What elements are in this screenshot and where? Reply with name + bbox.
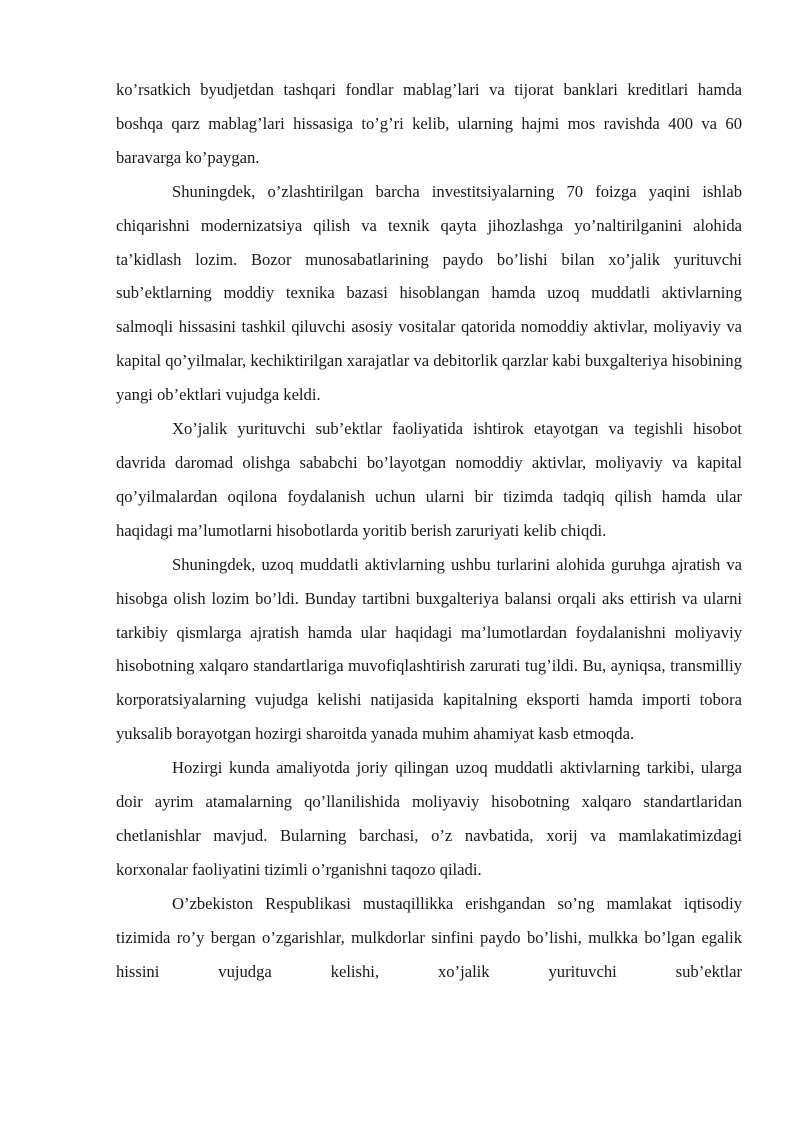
paragraph-2: Shuningdek, o’zlashtirilgan barcha investitsiyalarning 70 foizga yaqini ishlab chiqarishni modernizatsiya qilish va texnik qayta jihozlashga yo’naltirilganini alohida ta’kidlash lozim. Bozor munosabatlarining paydo bo’lishi bilan xo’jalik yurituvchi sub’ektlarning moddiy texnika bazasi hisoblangan hamda uzoq muddatli aktivlarning salmoqli hissasini tashkil qiluvchi asosiy vositalar qatorida nomoddiy aktivlar, moliyaviy va kapital qo’yilmalar, kechiktirilgan xarajatlar va debitorlik qarzlar kabi buxgalteriya hisobining yangi ob’ektlari vujudga keldi.: [116, 181, 742, 405]
paragraph-1: ko’rsatkich byudjetdan tashqari fondlar mablag’lari va tijorat banklari kreditlari hamda boshqa qarz mablag’lari hissasiga to’g’ri kelib, ularning hajmi mos ravishda 400 va 60 baravarga ko’paygan.: [116, 80, 742, 167]
document-page: [116, 73, 742, 988]
paragraph-6: O’zbekiston Respublikasi mustaqillikka erishgandan so’ng mamlakat iqtisodiy tizimida ro’y bergan o’zgarishlar, mulkdorlar sinfini paydo bo’lishi, mulkka bo’lgan egalik hissini vujudga kelishi, xo’jalik yurituvchi sub’ektlar: [116, 893, 742, 981]
paragraph-5: Hozirgi kunda amaliyotda joriy qilingan uzoq muddatli aktivlarning tarkibi, ularga doir ayrim atamalarning qo’llanilishida moliyaviy hisobotning xalqaro standartlaridan chetlanishlar mavjud. Bularning barchasi, o’z navbatida, xorij va mamlakatimizdagi korxonalar faoliyatini tizimli o’rganishni taqozo qiladi.: [116, 758, 742, 879]
paragraph-4: Shuningdek, uzoq muddatli aktivlarning ushbu turlarini alohida guruhga ajratish va hisobga olish lozim bo’ldi. Bunday tartibni buxgalteriya balansi orqali aks ettirish va ularni tarkibiy qismlarga ajratish hamda ular haqidagi ma’lumotlardan foydalanishni moliyaviy hisobotning xalqaro standartlariga muvofiqlashtirish zarurati tug’ildi. Bu, ayniqsa, transmilliy korporatsiyalarning vujudga kelishi natijasida kapitalning eksporti hamda importi tobora yuksalib borayotgan hozirgi sharoitda yanada muhim ahamiyat kasb etmoqda.: [116, 554, 742, 744]
paragraph-3: Xo’jalik yurituvchi sub’ektlar faoliyatida ishtirok etayotgan va tegishli hisobot davrida daromad olishga sababchi bo’layotgan nomoddiy aktivlar, moliyaviy va kapital qo’yilmalardan oqilona foydalanish uchun ularni bir tizimda tadqiq qilish hamda ular haqidagi ma’lumotlarni hisobotlarda yoritib berish zaruriyati kelib chiqdi.: [116, 419, 742, 540]
